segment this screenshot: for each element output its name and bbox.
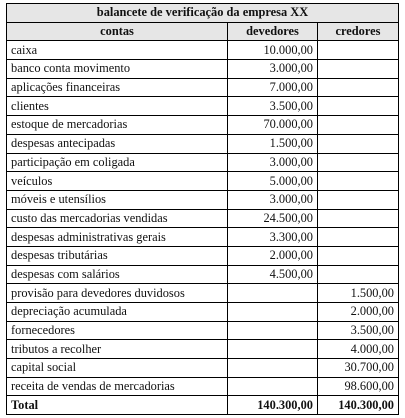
conta-cell: despesas administrativas gerais (7, 228, 228, 247)
credor-cell (318, 78, 399, 97)
devedor-cell (228, 284, 318, 303)
total-row (7, 396, 399, 415)
conta-cell: depreciação acumulada (7, 303, 228, 322)
table-row (7, 284, 399, 303)
table-row (7, 228, 399, 247)
table-row (7, 97, 399, 116)
credor-cell (318, 265, 399, 284)
conta-cell: custo das mercadorias vendidas (7, 209, 228, 228)
total-label: Total (7, 396, 228, 415)
credor-cell: 30.700,00 (318, 359, 399, 378)
header-row (7, 22, 399, 41)
table-row (7, 340, 399, 359)
conta-cell: estoque de mercadorias (7, 116, 228, 135)
credor-cell (318, 190, 399, 209)
table-row (7, 265, 399, 284)
title-row (7, 4, 399, 23)
conta-cell: caixa (7, 41, 228, 60)
trial-balance-table (6, 3, 399, 415)
conta-cell: banco conta movimento (7, 60, 228, 79)
credor-cell: 1.500,00 (318, 284, 399, 303)
table-title: balancete de verificação da empresa XX (7, 4, 399, 23)
table-row (7, 303, 399, 322)
credor-cell (318, 228, 399, 247)
table-row (7, 209, 399, 228)
devedor-cell: 5.000,00 (228, 172, 318, 191)
header-devedores: devedores (228, 22, 318, 41)
conta-cell: despesas tributárias (7, 246, 228, 265)
conta-cell: clientes (7, 97, 228, 116)
conta-cell: receita de vendas de mercadorias (7, 377, 228, 396)
credor-cell (318, 60, 399, 79)
credor-cell (318, 246, 399, 265)
devedor-cell: 2.000,00 (228, 246, 318, 265)
devedor-cell: 1.500,00 (228, 134, 318, 153)
devedor-cell: 70.000,00 (228, 116, 318, 135)
credor-cell: 3.500,00 (318, 321, 399, 340)
credor-cell (318, 41, 399, 60)
conta-cell: despesas antecipadas (7, 134, 228, 153)
devedor-cell (228, 321, 318, 340)
total-credor: 140.300,00 (318, 396, 399, 415)
credor-cell (318, 172, 399, 191)
table-row (7, 153, 399, 172)
conta-cell: tributos a recolher (7, 340, 228, 359)
devedor-cell: 4.500,00 (228, 265, 318, 284)
conta-cell: capital social (7, 359, 228, 378)
table-row (7, 60, 399, 79)
credor-cell: 98.600,00 (318, 377, 399, 396)
conta-cell: veículos (7, 172, 228, 191)
conta-cell: participação em coligada (7, 153, 228, 172)
conta-cell: móveis e utensílios (7, 190, 228, 209)
table-row (7, 41, 399, 60)
total-devedor: 140.300,00 (228, 396, 318, 415)
header-contas: contas (7, 22, 228, 41)
devedor-cell: 3.300,00 (228, 228, 318, 247)
credor-cell: 4.000,00 (318, 340, 399, 359)
credor-cell (318, 209, 399, 228)
table-row (7, 321, 399, 340)
credor-cell: 2.000,00 (318, 303, 399, 322)
devedor-cell: 3.500,00 (228, 97, 318, 116)
devedor-cell: 24.500,00 (228, 209, 318, 228)
table-row (7, 78, 399, 97)
devedor-cell (228, 359, 318, 378)
devedor-cell (228, 303, 318, 322)
credor-cell (318, 97, 399, 116)
table-row (7, 134, 399, 153)
conta-cell: aplicações financeiras (7, 78, 228, 97)
table-row (7, 116, 399, 135)
table-row (7, 190, 399, 209)
devedor-cell (228, 377, 318, 396)
credor-cell (318, 153, 399, 172)
table-body (7, 41, 399, 396)
table-row (7, 246, 399, 265)
devedor-cell: 7.000,00 (228, 78, 318, 97)
devedor-cell (228, 340, 318, 359)
table-row (7, 172, 399, 191)
devedor-cell: 10.000,00 (228, 41, 318, 60)
devedor-cell: 3.000,00 (228, 153, 318, 172)
table-row (7, 377, 399, 396)
table-row (7, 359, 399, 378)
conta-cell: despesas com salários (7, 265, 228, 284)
conta-cell: fornecedores (7, 321, 228, 340)
header-credores: credores (318, 22, 399, 41)
conta-cell: provisão para devedores duvidosos (7, 284, 228, 303)
credor-cell (318, 116, 399, 135)
devedor-cell: 3.000,00 (228, 190, 318, 209)
devedor-cell: 3.000,00 (228, 60, 318, 79)
credor-cell (318, 134, 399, 153)
